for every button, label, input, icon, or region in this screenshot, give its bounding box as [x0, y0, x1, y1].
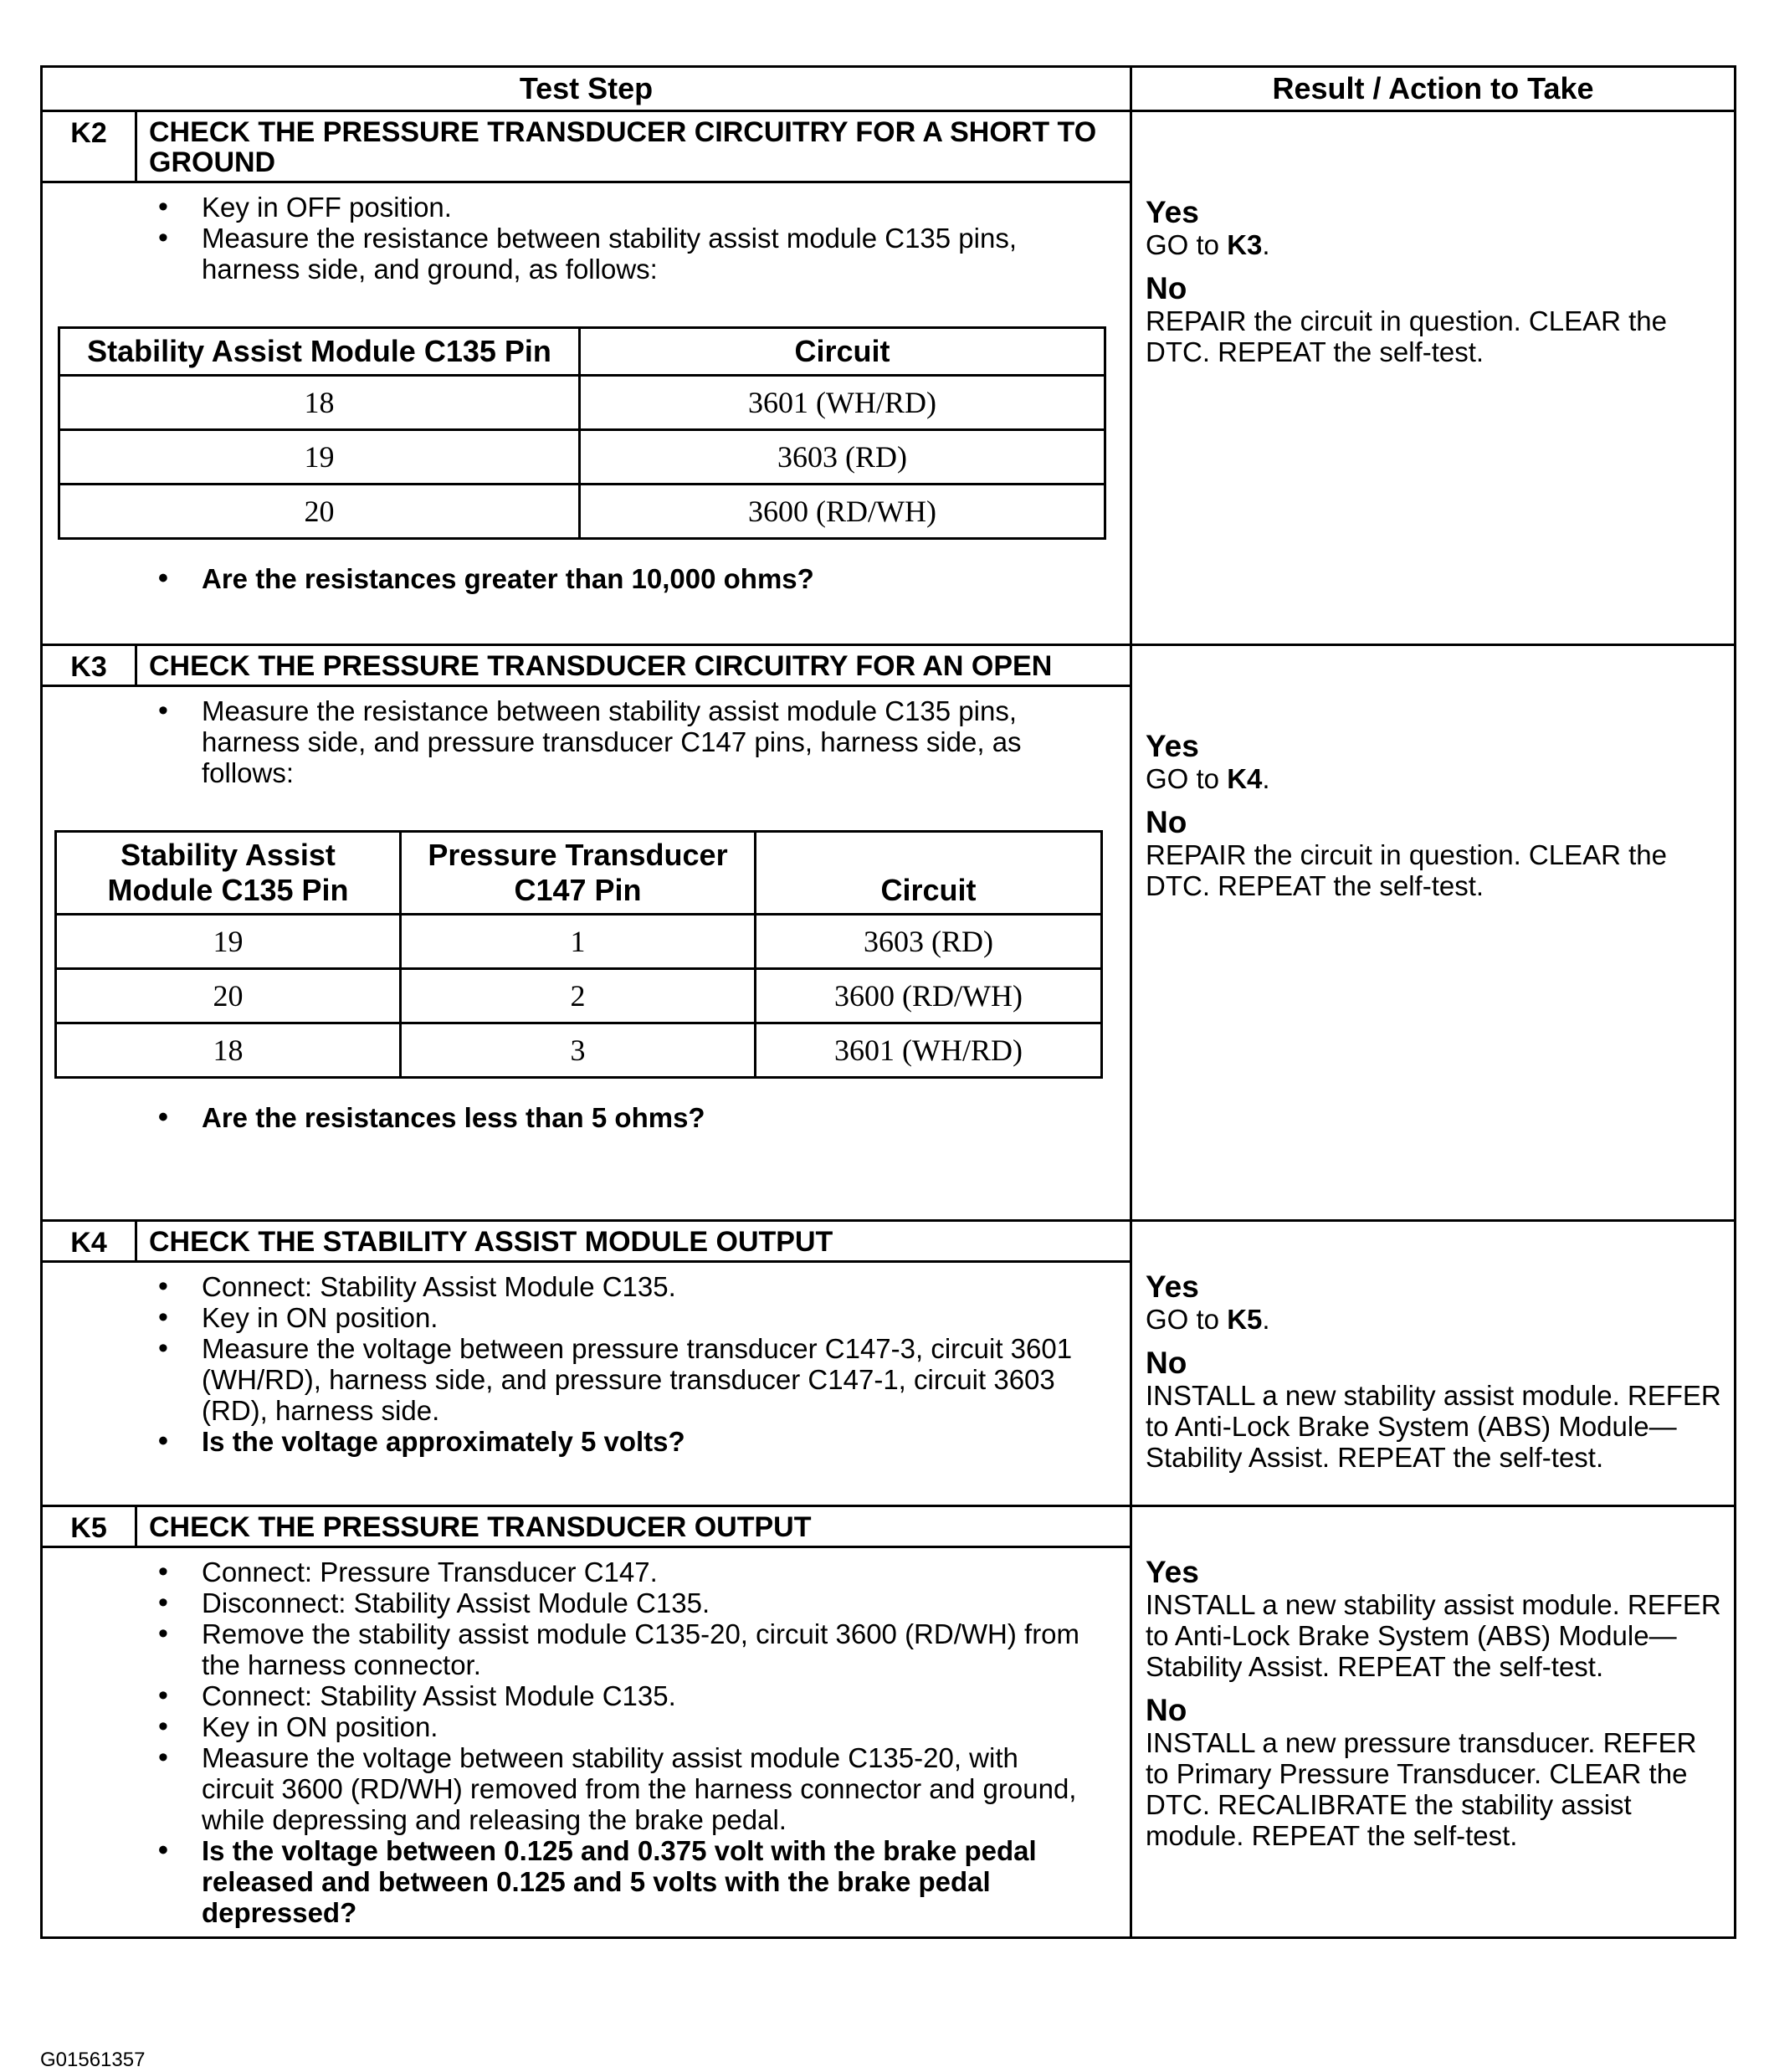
goto-ref: K5 [1227, 1304, 1263, 1335]
step-row-k3 [42, 645, 1736, 1221]
result-k3 [1132, 646, 1734, 901]
yes-action: GO to K3. [1146, 229, 1270, 260]
instruction: • Key in ON position. [202, 1711, 1096, 1742]
instruction: • Key in OFF position. [202, 192, 1096, 223]
module-pin-cell: 18 [56, 1023, 401, 1078]
transducer-pin-cell: 1 [401, 915, 756, 969]
yes-label: Yes [1146, 1269, 1199, 1304]
column-header-result: Result / Action to Take [1131, 67, 1736, 111]
table-row [56, 1023, 1102, 1078]
module-pin-header: Stability Assist Module C135 Pin [56, 832, 401, 915]
table-row [59, 430, 1105, 485]
circuit-cell: 3601 (WH/RD) [756, 1023, 1102, 1078]
no-label: No [1146, 1693, 1187, 1727]
pin-table-k3 [54, 830, 1103, 1079]
goto-ref: K3 [1227, 229, 1263, 260]
instruction: • Measure the voltage between stability assist module C135-20, with circuit 3600 (RD/WH) removed from the harness connector and ground, while depressing and releasing the brake pedal. [202, 1742, 1096, 1835]
result-k2 [1132, 112, 1734, 367]
step-id: K3 [43, 646, 137, 685]
instruction: • Measure the voltage between pressure transducer C147-3, circuit 3601 (WH/RD), harness side, and pressure transducer C147-1, circuit 3603 (RD), harness side. [202, 1333, 1096, 1426]
step-row-k4 [42, 1221, 1736, 1506]
pin-cell: 18 [59, 376, 580, 430]
instruction: • Disconnect: Stability Assist Module C135. [202, 1587, 1096, 1618]
no-action: INSTALL a new stability assist module. REFER to Anti-Lock Brake System (ABS) Module—Stability Assist. REPEAT the self-test. [1146, 1380, 1721, 1473]
question: • Is the voltage approximately 5 volts? [202, 1426, 1096, 1457]
pin-cell: 20 [59, 485, 580, 539]
instruction: • Measure the resistance between stability assist module C135 pins, harness side, and ground, as follows: [202, 223, 1096, 285]
step-id: K5 [43, 1507, 137, 1546]
result-k4 [1132, 1222, 1734, 1473]
column-header-test-step: Test Step [42, 67, 1131, 111]
circuit-cell: 3603 (RD) [580, 430, 1105, 485]
yes-label: Yes [1146, 1555, 1199, 1589]
pin-cell: 19 [59, 430, 580, 485]
transducer-pin-header: Pressure Transducer C147 Pin [401, 832, 756, 915]
question: • Are the resistances less than 5 ohms? [202, 1102, 1096, 1133]
step-title: CHECK THE STABILITY ASSIST MODULE OUTPUT [149, 1226, 833, 1258]
step-title: CHECK THE PRESSURE TRANSDUCER CIRCUITRY FOR A SHORT TO GROUND [149, 116, 1097, 178]
goto-ref: K4 [1227, 763, 1263, 794]
table-row [56, 915, 1102, 969]
circuit-header: Circuit [756, 832, 1102, 915]
no-action: REPAIR the circuit in question. CLEAR the DTC. REPEAT the self-test. [1146, 839, 1668, 901]
circuit-header: Circuit [580, 328, 1105, 376]
figure-id: G01561357 [40, 2049, 146, 2071]
diagnostic-procedure [40, 65, 1734, 2071]
table-row [59, 376, 1105, 430]
no-action: REPAIR the circuit in question. CLEAR the DTC. REPEAT the self-test. [1146, 305, 1668, 367]
result-k5 [1132, 1507, 1734, 1851]
yes-label: Yes [1146, 195, 1199, 229]
module-pin-cell: 19 [56, 915, 401, 969]
no-label: No [1146, 805, 1187, 839]
yes-action: GO to K5. [1146, 1304, 1270, 1335]
test-step-table [40, 65, 1736, 1939]
no-action: INSTALL a new pressure transducer. REFER to Primary Pressure Transducer. CLEAR the DTC. RECALIBRATE the stability assist module. REPEAT the self-test. [1146, 1727, 1697, 1851]
pin-header: Stability Assist Module C135 Pin [59, 328, 580, 376]
circuit-cell: 3600 (RD/WH) [756, 969, 1102, 1023]
yes-action: GO to K4. [1146, 763, 1270, 794]
module-pin-cell: 20 [56, 969, 401, 1023]
table-row [56, 969, 1102, 1023]
no-label: No [1146, 1346, 1187, 1380]
instruction: • Measure the resistance between stability assist module C135 pins, harness side, and pressure transducer C147 pins, harness side, as follows: [202, 695, 1096, 788]
step-row-k5 [42, 1506, 1736, 1938]
step-id: K4 [43, 1222, 137, 1260]
instruction: • Connect: Stability Assist Module C135. [202, 1680, 1096, 1711]
instruction: • Connect: Pressure Transducer C147. [202, 1557, 1096, 1587]
instruction: • Remove the stability assist module C135-20, circuit 3600 (RD/WH) from the harness connector. [202, 1618, 1096, 1680]
transducer-pin-cell: 2 [401, 969, 756, 1023]
no-label: No [1146, 271, 1187, 305]
yes-label: Yes [1146, 729, 1199, 763]
yes-action: INSTALL a new stability assist module. REFER to Anti-Lock Brake System (ABS) Module—Stability Assist. REPEAT the self-test. [1146, 1589, 1721, 1682]
circuit-cell: 3601 (WH/RD) [580, 376, 1105, 430]
instruction: • Connect: Stability Assist Module C135. [202, 1271, 1096, 1302]
step-title: CHECK THE PRESSURE TRANSDUCER CIRCUITRY FOR AN OPEN [149, 650, 1053, 682]
question: • Is the voltage between 0.125 and 0.375 volt with the brake pedal released and between 0.125 and 5 volts with the brake pedal depressed? [202, 1835, 1096, 1928]
step-id: K2 [43, 112, 137, 181]
step-title: CHECK THE PRESSURE TRANSDUCER OUTPUT [149, 1511, 812, 1543]
instruction: • Key in ON position. [202, 1302, 1096, 1333]
question: • Are the resistances greater than 10,000 ohms? [202, 563, 1096, 594]
circuit-cell: 3600 (RD/WH) [580, 485, 1105, 539]
pin-table-k2 [58, 326, 1106, 540]
step-row-k2 [42, 111, 1736, 645]
transducer-pin-cell: 3 [401, 1023, 756, 1078]
circuit-cell: 3603 (RD) [756, 915, 1102, 969]
table-row [59, 485, 1105, 539]
